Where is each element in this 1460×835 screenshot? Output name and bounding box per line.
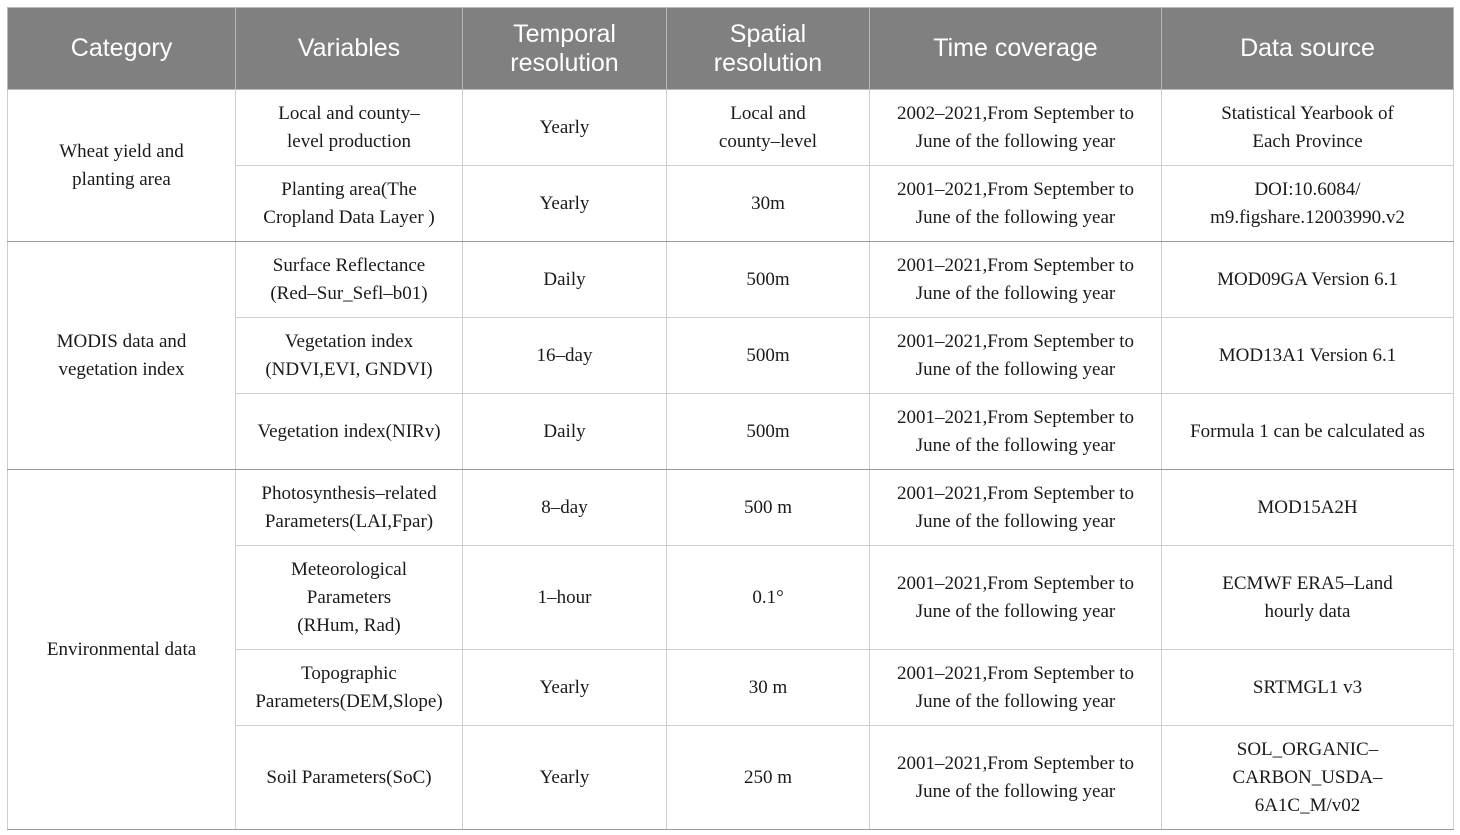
temporal-cell: Yearly [463,90,667,166]
header-time-coverage: Time coverage [870,8,1162,90]
header-spatial-resolution: Spatial resolution [667,8,870,90]
data-source-cell: Statistical Yearbook of Each Province [1162,90,1454,166]
table-row [8,470,1454,546]
variables-cell: Photosynthesis–related Parameters(LAI,Fpar) [236,470,463,546]
time-coverage-cell: 2001–2021,From September to June of the following year [870,546,1162,650]
data-source-cell: MOD13A1 Version 6.1 [1162,318,1454,394]
header-row [8,8,1454,90]
temporal-cell: Yearly [463,166,667,242]
time-coverage-cell: 2001–2021,From September to June of the following year [870,726,1162,830]
category-cell: Environmental data [8,470,236,830]
temporal-cell: 1–hour [463,546,667,650]
spatial-cell: 250 m [667,726,870,830]
variables-cell: Vegetation index (NDVI,EVI, GNDVI) [236,318,463,394]
data-source-cell: Formula 1 can be calculated as [1162,394,1454,470]
spatial-cell: Local and county–level [667,90,870,166]
temporal-cell: 8–day [463,470,667,546]
variables-cell: Meteorological Parameters (RHum, Rad) [236,546,463,650]
header-category: Category [8,8,236,90]
temporal-cell: Daily [463,394,667,470]
data-table-container [7,7,1453,830]
data-sources-table [7,7,1454,830]
temporal-cell: Yearly [463,726,667,830]
data-source-cell: SOL_ORGANIC– CARBON_USDA– 6A1C_M/v02 [1162,726,1454,830]
time-coverage-cell: 2002–2021,From September to June of the following year [870,90,1162,166]
data-source-cell: SRTMGL1 v3 [1162,650,1454,726]
table-row [8,90,1454,166]
data-source-cell: MOD09GA Version 6.1 [1162,242,1454,318]
data-source-cell: MOD15A2H [1162,470,1454,546]
variables-cell: Local and county– level production [236,90,463,166]
time-coverage-cell: 2001–2021,From September to June of the following year [870,318,1162,394]
category-cell: Wheat yield and planting area [8,90,236,242]
time-coverage-cell: 2001–2021,From September to June of the following year [870,166,1162,242]
spatial-cell: 500 m [667,470,870,546]
table-row [8,242,1454,318]
variables-cell: Vegetation index(NIRv) [236,394,463,470]
header-data-source: Data source [1162,8,1454,90]
spatial-cell: 500m [667,394,870,470]
variables-cell: Soil Parameters(SoC) [236,726,463,830]
spatial-cell: 500m [667,242,870,318]
time-coverage-cell: 2001–2021,From September to June of the following year [870,394,1162,470]
data-source-cell: ECMWF ERA5–Land hourly data [1162,546,1454,650]
data-source-cell: DOI:10.6084/ m9.figshare.12003990.v2 [1162,166,1454,242]
variables-cell: Surface Reflectance (Red–Sur_Sefl–b01) [236,242,463,318]
table-header [8,8,1454,90]
variables-cell: Planting area(The Cropland Data Layer ) [236,166,463,242]
time-coverage-cell: 2001–2021,From September to June of the following year [870,242,1162,318]
header-variables: Variables [236,8,463,90]
temporal-cell: Daily [463,242,667,318]
temporal-cell: Yearly [463,650,667,726]
spatial-cell: 500m [667,318,870,394]
time-coverage-cell: 2001–2021,From September to June of the following year [870,470,1162,546]
temporal-cell: 16–day [463,318,667,394]
spatial-cell: 0.1° [667,546,870,650]
spatial-cell: 30m [667,166,870,242]
variables-cell: Topographic Parameters(DEM,Slope) [236,650,463,726]
time-coverage-cell: 2001–2021,From September to June of the following year [870,650,1162,726]
spatial-cell: 30 m [667,650,870,726]
header-temporal-resolution: Temporal resolution [463,8,667,90]
table-body [8,90,1454,830]
category-cell: MODIS data and vegetation index [8,242,236,470]
